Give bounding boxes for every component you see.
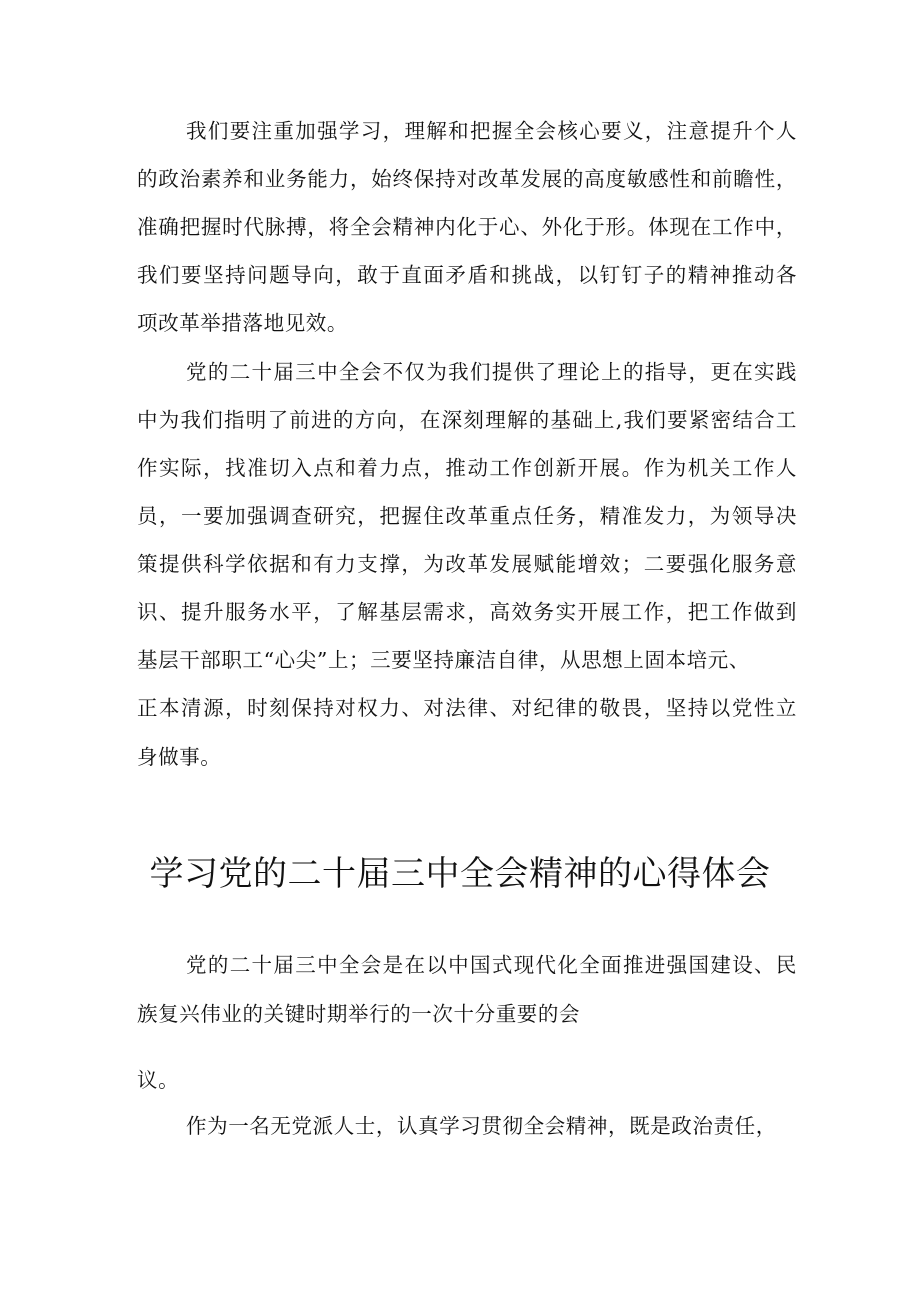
paragraph-line: 中为我们指明了前进的方向，在深刻理解的基础上,我们要紧密结合工 [137,408,797,432]
paragraph-line: 作实际，找准切入点和着力点，推动工作创新开展。作为机关工作人 [137,456,797,480]
paragraph-line: 作为一名无党派人士，认真学习贯彻全会精神，既是政治责任， [186,1114,777,1138]
paragraph-line: 员，一要加强调查研究，把握住改革重点任务，精准发力，为领导决 [137,504,797,528]
paragraph-line: 识、提升服务水平，了解基层需求，高效务实开展工作，把工作做到 [137,600,797,624]
section-title: 学习党的二十届三中全会精神的心得体会 [149,854,771,894]
paragraph-line: 项改革举措落地见效。 [137,311,348,335]
paragraph-line: 正本清源，时刻保持对权力、对法律、对纪律的敬畏，坚持以党性立 [137,696,797,720]
paragraph-line: 我们要注重加强学习，理解和把握全会核心要义，注意提升个人 [186,119,797,143]
paragraph-line: 基层干部职工“心尖”上；三要坚持廉洁自律，从思想上固本培元、 [137,648,750,672]
paragraph-line: 身做事。 [137,745,222,769]
paragraph-line: 党的二十届三中全会是在以中国式现代化全面推进强国建设、民 [186,953,797,977]
paragraph-line: 我们要坚持问题导向，敢于直面矛盾和挑战，以钉钉子的精神推动各 [137,263,797,287]
paragraph-line: 党的二十届三中全会不仅为我们提供了理论上的指导，更在实践 [186,360,797,384]
paragraph-line: 的政治素养和业务能力，始终保持对改革发展的高度敏感性和前瞻性， [137,167,797,191]
paragraph-line: 策提供科学依据和有力支撑，为改革发展赋能增效；二要强化服务意 [137,552,797,576]
paragraph-line: 议。 [137,1068,180,1092]
paragraph-line: 准确把握时代脉搏，将全会精神内化于心、外化于形。体现在工作中， [137,215,797,239]
paragraph-line: 族复兴伟业的关键时期举行的一次十分重要的会 [137,1002,581,1026]
